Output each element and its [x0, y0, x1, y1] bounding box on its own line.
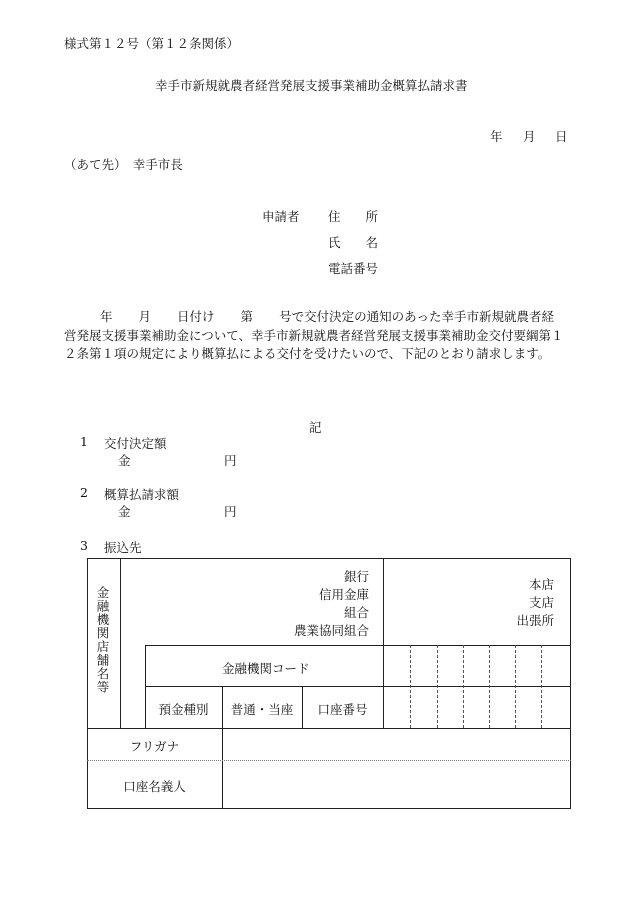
date-year: 年: [490, 129, 503, 144]
table-divider: [87, 760, 571, 761]
institution-code-label: 金融機関コード: [222, 661, 310, 676]
item-2-number: 2: [80, 485, 88, 500]
applicant-name-label: 氏 名: [328, 235, 379, 250]
table-divider: [87, 728, 571, 729]
date-month: 月: [523, 129, 536, 144]
body-dated: 日付け: [177, 309, 215, 324]
body-year: 年: [100, 309, 113, 324]
code-digit-divider: [437, 645, 438, 728]
table-divider: [120, 558, 121, 728]
item-1-label: 交付決定額: [104, 436, 167, 451]
body-text-rest: 農者経営発展支援事業補助金について、幸手市新規就農者経営発展支援事業補助金交付要綱第１２条第１項の規定により概算払による交付を受けたいので、下記のとおり請求します。: [64, 309, 564, 362]
item-2-yen: 円: [224, 504, 237, 519]
code-digit-divider: [515, 645, 516, 728]
table-divider: [145, 686, 571, 687]
branch-type-head: 本店: [528, 577, 554, 592]
applicant-address-label: 住 所: [328, 209, 379, 224]
date-day: 日: [555, 129, 568, 144]
deposit-type-label: 預金種別: [158, 702, 209, 717]
bank-type-bank: 銀行: [343, 569, 369, 584]
applicant-phone-label: 電話番号: [328, 261, 379, 276]
code-digit-divider: [463, 645, 464, 728]
addressee: （あて先） 幸手市長: [64, 157, 183, 172]
applicant-label: 申請者: [262, 209, 300, 224]
bank-type-list: [250, 568, 369, 640]
code-digit-divider: [541, 645, 542, 728]
furigana-label: フリガナ: [129, 739, 180, 754]
branch-type-branch: 支店: [528, 595, 554, 610]
item-1-yen: 円: [224, 453, 237, 468]
form-number: 様式第１２号（第１２条関係）: [64, 36, 240, 51]
account-holder-label: 口座名義人: [123, 779, 186, 794]
account-number-label: 口座番号: [317, 702, 368, 717]
item-3-label: 振込先: [104, 540, 142, 555]
branch-type-office: 出張所: [516, 613, 554, 628]
deposit-type-value: 普通・当座: [230, 702, 294, 717]
ki-label: 記: [309, 420, 322, 435]
body-text-start: 号で交付決定の通知のあった幸手市新規就: [279, 309, 517, 324]
item-2-kin: 金: [118, 504, 131, 519]
bank-type-kumiai: 組合: [343, 605, 369, 620]
body-number-prefix: 第: [240, 309, 254, 324]
code-digit-divider: [489, 645, 490, 728]
item-2-label: 概算払請求額: [104, 487, 180, 502]
code-digit-divider: [410, 645, 411, 728]
request-paragraph: [64, 308, 564, 364]
bank-type-shinkin: 信用金庫: [318, 587, 369, 602]
item-3-number: 3: [80, 538, 88, 553]
bank-type-nokyo: 農業協同組合: [293, 623, 369, 638]
item-1-number: 1: [80, 434, 88, 449]
item-1-kin: 金: [118, 453, 131, 468]
table-divider: [383, 558, 384, 728]
document-title: 幸手市新規就農者経営発展支援事業補助金概算払請求書: [155, 78, 468, 93]
institution-label: 金融機関店舗名等: [95, 586, 110, 694]
body-month: 月: [138, 309, 152, 324]
table-divider: [145, 645, 571, 646]
branch-type-list: [470, 576, 554, 630]
